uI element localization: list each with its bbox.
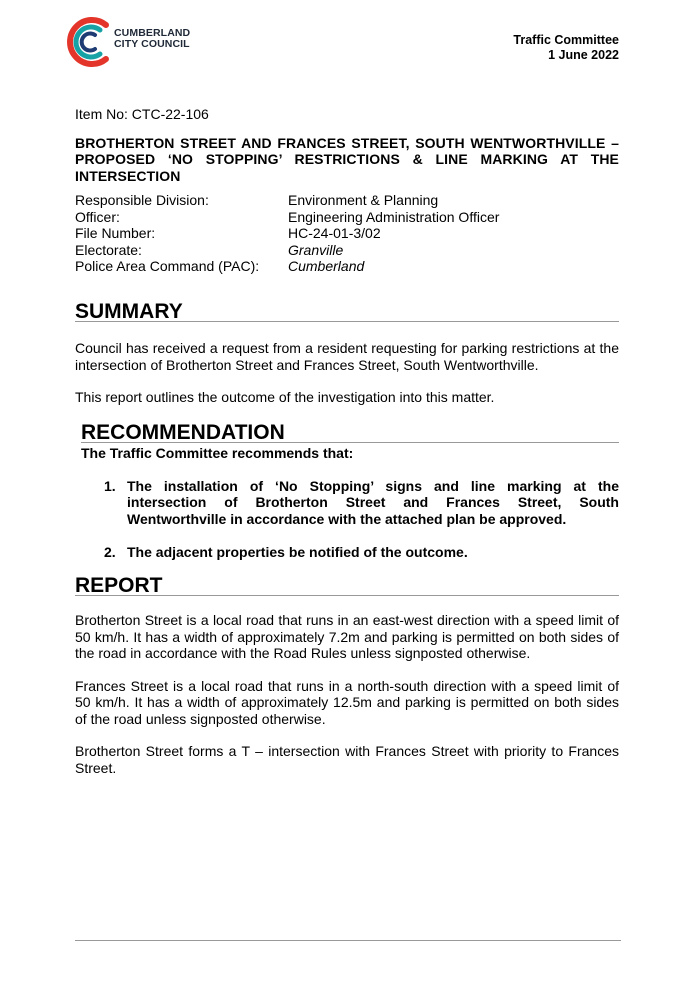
detail-row	[75, 225, 499, 242]
detail-value: Granville	[288, 241, 344, 258]
recommendation-number: 1.	[104, 477, 116, 494]
item-title: BROTHERTON STREET AND FRANCES STREET, SOUTH WENTWORTHVILLE – PROPOSED ‘NO STOPPING’ RESTRICTIONS & LINE MARKING AT THE INTERSECTION	[75, 134, 619, 184]
detail-row	[75, 258, 499, 275]
detail-value: HC-24-01-3/02	[288, 225, 381, 241]
detail-row	[75, 192, 499, 209]
detail-row	[75, 242, 499, 259]
recommendation-item	[104, 478, 619, 528]
report-paragraph-3: Brotherton Street forms a T – intersection with Frances Street with priority to Frances Street.	[75, 743, 619, 776]
report-body	[75, 106, 619, 776]
item-number: Item No: CTC-22-106	[75, 106, 209, 122]
logo-line-1: CUMBERLAND	[114, 27, 191, 39]
meeting-date: 1 June 2022	[548, 48, 619, 62]
recommendation-number: 2.	[104, 544, 116, 560]
logo-wordmark	[114, 28, 190, 50]
recommendation-list	[81, 478, 619, 561]
detail-value: Environment & Planning	[288, 192, 439, 208]
details-table	[75, 192, 499, 275]
detail-label: Officer:	[75, 208, 120, 225]
report-paragraph-1: Brotherton Street is a local road that runs in an east-west direction with a speed limit of 50 km/h. It has a width of approximately 7.2m and parking is permitted on both sides of the road in accordance with the Road Rules unless signposted otherwise.	[75, 612, 619, 661]
detail-label: Electorate:	[75, 241, 142, 258]
recommendation-block	[81, 420, 619, 561]
report-heading: REPORT	[75, 578, 619, 597]
detail-label: Police Area Command (PAC):	[75, 258, 260, 274]
logo-line-2: CITY COUNCIL	[114, 38, 190, 50]
recommendation-text: The adjacent properties be notified of the outcome.	[127, 544, 468, 560]
summary-heading: SUMMARY	[75, 304, 619, 323]
detail-value: Cumberland	[288, 258, 365, 274]
committee-name: Traffic Committee	[513, 33, 619, 47]
summary-paragraph-2: This report outlines the outcome of the investigation into this matter.	[75, 389, 495, 405]
recommendation-intro: The Traffic Committee recommends that:	[81, 445, 354, 461]
detail-row	[75, 209, 499, 226]
summary-paragraph-1: Council has received a request from a resident requesting for parking restrictions at the intersection of Brotherton Street and Frances Street, South Wentworthville.	[75, 340, 619, 373]
recommendation-text: The installation of ‘No Stopping’ signs and line marking at the intersection of Brotherton Street and Frances Street, South Wentworthville in accordance with the attached plan be approved.	[127, 477, 619, 527]
footer-divider	[75, 940, 621, 941]
document-header-meta	[513, 33, 619, 63]
council-logo-icon	[66, 13, 112, 69]
report-paragraph-2: Frances Street is a local road that runs in a north-south direction with a speed limit of 50 km/h. It has a width of approximately 12.5m and parking is permitted on both sides of the road unless signposted otherwise.	[75, 677, 619, 727]
detail-label: File Number:	[75, 225, 156, 241]
recommendation-item	[104, 544, 619, 561]
recommendation-heading: RECOMMENDATION	[81, 425, 619, 444]
council-logo	[66, 13, 196, 69]
detail-value: Engineering Administration Officer	[288, 208, 500, 225]
detail-label: Responsible Division:	[75, 192, 209, 208]
